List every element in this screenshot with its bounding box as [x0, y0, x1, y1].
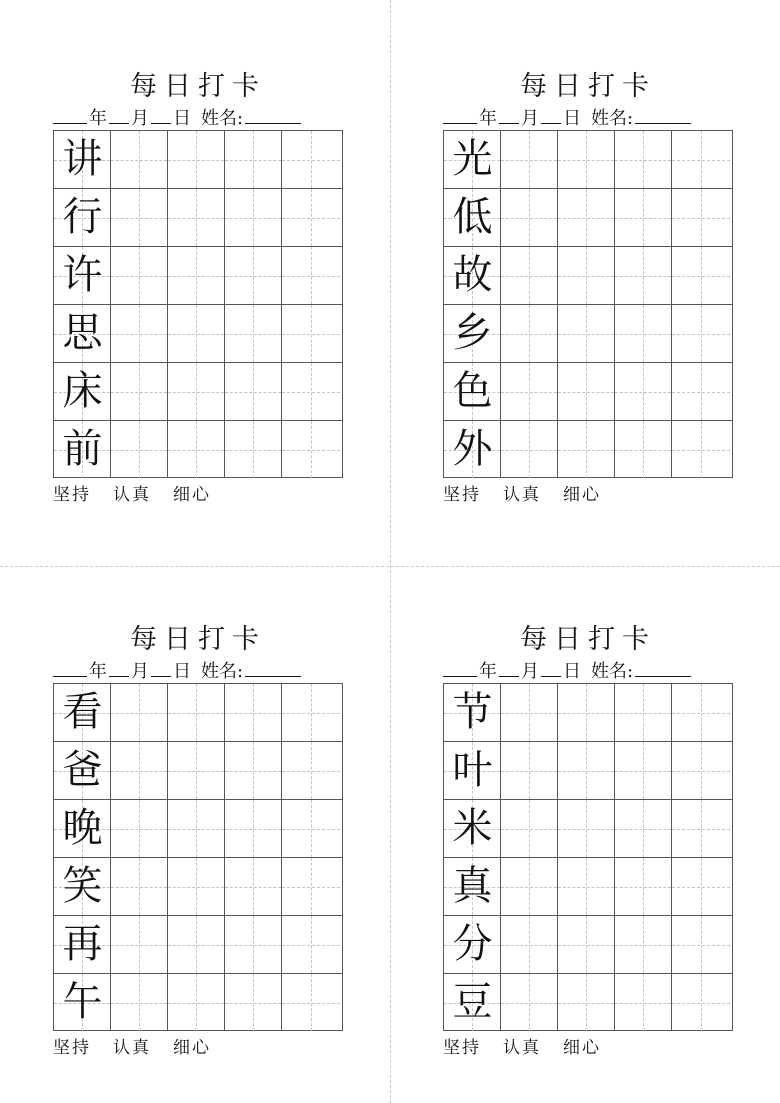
practice-cell[interactable] [225, 974, 282, 1031]
practice-cell[interactable] [558, 305, 615, 362]
model-character-cell [444, 974, 501, 1031]
model-character: 乡 [452, 310, 493, 356]
practice-cell[interactable] [168, 421, 225, 478]
practice-cell[interactable] [111, 421, 168, 478]
motto-word: 坚持 [443, 1038, 481, 1058]
practice-cell[interactable] [111, 131, 168, 188]
practice-cell[interactable] [558, 684, 615, 741]
grid-row [444, 247, 732, 305]
motto-word: 细心 [563, 485, 601, 505]
practice-cell[interactable] [501, 858, 558, 915]
model-character-cell [54, 742, 111, 799]
grid-row [54, 684, 342, 742]
practice-cell[interactable] [111, 916, 168, 973]
practice-cell[interactable] [111, 684, 168, 741]
practice-cell[interactable] [282, 684, 340, 741]
motto-word: 认真 [503, 485, 541, 505]
practice-cell[interactable] [615, 247, 672, 304]
practice-cell[interactable] [111, 189, 168, 246]
motto-footer [53, 1033, 233, 1058]
day-blank[interactable] [541, 659, 561, 677]
practice-cell[interactable] [615, 305, 672, 362]
practice-cell[interactable] [225, 742, 282, 799]
year-blank[interactable] [443, 106, 477, 124]
model-character-cell [54, 305, 111, 362]
year-blank[interactable] [53, 659, 87, 677]
model-character: 外 [452, 426, 493, 472]
month-blank[interactable] [499, 659, 519, 677]
practice-cell[interactable] [501, 421, 558, 478]
practice-cell[interactable] [111, 305, 168, 362]
practice-cell[interactable] [615, 684, 672, 741]
motto-word: 细心 [563, 1038, 601, 1058]
practice-cell[interactable] [225, 189, 282, 246]
model-character-cell [54, 363, 111, 420]
model-character: 许 [62, 252, 103, 298]
practice-cell[interactable] [501, 247, 558, 304]
motto-word: 坚持 [53, 1038, 91, 1058]
model-character-cell [444, 131, 501, 188]
practice-cell[interactable] [615, 421, 672, 478]
practice-cell[interactable] [615, 189, 672, 246]
writing-grid [443, 683, 733, 1031]
grid-row [444, 421, 732, 478]
motto-footer [443, 480, 623, 505]
model-character: 真 [452, 863, 493, 909]
practice-cell[interactable] [672, 800, 730, 857]
month-label: 月 [521, 108, 539, 129]
grid-row [444, 742, 732, 800]
practice-cell[interactable] [282, 974, 340, 1031]
practice-cell[interactable] [558, 189, 615, 246]
practice-cell[interactable] [672, 131, 730, 188]
model-character: 叶 [452, 747, 493, 793]
year-label: 年 [479, 661, 497, 682]
month-label: 月 [131, 661, 149, 682]
writing-grid [53, 683, 343, 1031]
practice-cell[interactable] [672, 363, 730, 420]
model-character: 前 [62, 426, 103, 472]
day-label: 日 [173, 108, 191, 129]
practice-cell[interactable] [558, 363, 615, 420]
model-character: 午 [62, 979, 103, 1025]
model-character-cell [444, 189, 501, 246]
grid-row [54, 363, 342, 421]
practice-cell[interactable] [282, 305, 340, 362]
year-blank[interactable] [443, 659, 477, 677]
day-blank[interactable] [151, 106, 171, 124]
grid-row [54, 247, 342, 305]
practice-cell[interactable] [615, 858, 672, 915]
grid-row [54, 800, 342, 858]
motto-word: 细心 [173, 1038, 211, 1058]
practice-cell[interactable] [501, 684, 558, 741]
practice-cell[interactable] [558, 858, 615, 915]
practice-cell[interactable] [225, 363, 282, 420]
practice-cell[interactable] [111, 247, 168, 304]
practice-cell[interactable] [558, 421, 615, 478]
date-name-line [443, 659, 743, 683]
model-character: 色 [452, 368, 493, 414]
model-character-cell [444, 305, 501, 362]
practice-cell[interactable] [558, 974, 615, 1031]
model-character: 光 [452, 136, 493, 182]
practice-cell[interactable] [111, 974, 168, 1031]
practice-cell[interactable] [168, 131, 225, 188]
practice-cell[interactable] [168, 742, 225, 799]
practice-cell[interactable] [672, 189, 730, 246]
practice-cell[interactable] [168, 247, 225, 304]
card-title: 每日打卡 [520, 624, 656, 655]
day-label: 日 [563, 108, 581, 129]
month-blank[interactable] [499, 106, 519, 124]
practice-cell[interactable] [225, 305, 282, 362]
name-blank[interactable] [245, 659, 301, 677]
practice-cell[interactable] [282, 421, 340, 478]
year-blank[interactable] [53, 106, 87, 124]
model-character-cell [444, 742, 501, 799]
model-character-cell [444, 247, 501, 304]
practice-cell[interactable] [168, 916, 225, 973]
grid-row [444, 974, 732, 1031]
month-label: 月 [521, 661, 539, 682]
practice-cell[interactable] [168, 684, 225, 741]
practice-cell[interactable] [615, 800, 672, 857]
day-blank[interactable] [541, 106, 561, 124]
motto-footer [443, 1033, 623, 1058]
practice-cell[interactable] [168, 363, 225, 420]
practice-cell[interactable] [615, 131, 672, 188]
grid-row [444, 800, 732, 858]
model-character-cell [54, 189, 111, 246]
model-character-cell [444, 684, 501, 741]
grid-row [54, 974, 342, 1031]
practice-cell[interactable] [282, 363, 340, 420]
motto-word: 细心 [173, 485, 211, 505]
month-blank[interactable] [109, 106, 129, 124]
practice-cell[interactable] [672, 742, 730, 799]
motto-word: 坚持 [53, 485, 91, 505]
practice-cell[interactable] [168, 189, 225, 246]
motto-word: 认真 [503, 1038, 541, 1058]
day-label: 日 [173, 661, 191, 682]
grid-row [54, 189, 342, 247]
model-character-cell [444, 858, 501, 915]
model-character-cell [54, 684, 111, 741]
practice-cell[interactable] [672, 305, 730, 362]
grid-row [54, 916, 342, 974]
practice-cell[interactable] [501, 916, 558, 973]
name-label: 姓名: [591, 108, 634, 129]
practice-cell[interactable] [168, 800, 225, 857]
model-character: 晚 [62, 805, 103, 851]
model-character: 笑 [62, 863, 103, 909]
practice-cell[interactable] [501, 305, 558, 362]
practice-cell[interactable] [672, 916, 730, 973]
year-label: 年 [89, 108, 107, 129]
practice-cell[interactable] [225, 131, 282, 188]
grid-row [54, 421, 342, 478]
model-character: 床 [62, 368, 103, 414]
practice-cell[interactable] [558, 742, 615, 799]
card-title: 每日打卡 [130, 624, 266, 655]
model-character: 看 [62, 689, 103, 735]
practice-cell[interactable] [672, 421, 730, 478]
grid-row [444, 363, 732, 421]
date-name-line [53, 659, 353, 683]
year-label: 年 [89, 661, 107, 682]
model-character-cell [444, 421, 501, 478]
model-character: 讲 [62, 136, 103, 182]
practice-cell[interactable] [282, 858, 340, 915]
card-title: 每日打卡 [520, 71, 656, 102]
practice-cell[interactable] [282, 800, 340, 857]
practice-cell[interactable] [225, 858, 282, 915]
practice-cell[interactable] [501, 363, 558, 420]
practice-cell[interactable] [501, 131, 558, 188]
model-character-cell [54, 247, 111, 304]
model-character: 米 [452, 805, 493, 851]
grid-row [54, 858, 342, 916]
name-label: 姓名: [201, 108, 244, 129]
practice-cell[interactable] [501, 742, 558, 799]
model-character-cell [54, 974, 111, 1031]
practice-cell[interactable] [282, 131, 340, 188]
grid-row [54, 742, 342, 800]
horizontal-cut-line [0, 566, 780, 567]
practice-cell[interactable] [225, 916, 282, 973]
model-character-cell [54, 916, 111, 973]
card-title: 每日打卡 [130, 71, 266, 102]
name-blank[interactable] [635, 106, 691, 124]
practice-cell[interactable] [558, 247, 615, 304]
date-name-line [443, 106, 743, 130]
month-blank[interactable] [109, 659, 129, 677]
writing-grid [443, 130, 733, 478]
practice-cell[interactable] [225, 800, 282, 857]
practice-cell[interactable] [501, 974, 558, 1031]
practice-card [443, 623, 733, 1058]
model-character: 爸 [62, 747, 103, 793]
practice-cell[interactable] [111, 742, 168, 799]
practice-cell[interactable] [501, 189, 558, 246]
writing-grid [53, 130, 343, 478]
model-character: 行 [62, 194, 103, 240]
practice-cell[interactable] [282, 189, 340, 246]
name-blank[interactable] [635, 659, 691, 677]
practice-cell[interactable] [672, 684, 730, 741]
practice-cell[interactable] [558, 916, 615, 973]
grid-row [54, 131, 342, 189]
motto-footer [53, 480, 233, 505]
model-character-cell [54, 858, 111, 915]
name-label: 姓名: [201, 661, 244, 682]
practice-cell[interactable] [558, 800, 615, 857]
grid-row [54, 305, 342, 363]
practice-cell[interactable] [672, 858, 730, 915]
grid-row [444, 131, 732, 189]
model-character: 再 [62, 921, 103, 967]
motto-word: 认真 [113, 485, 151, 505]
model-character: 低 [452, 194, 493, 240]
practice-cell[interactable] [168, 974, 225, 1031]
model-character-cell [444, 800, 501, 857]
model-character-cell [54, 800, 111, 857]
practice-cell[interactable] [168, 305, 225, 362]
practice-cell[interactable] [111, 800, 168, 857]
practice-card [53, 623, 343, 1058]
day-blank[interactable] [151, 659, 171, 677]
practice-cell[interactable] [282, 742, 340, 799]
year-label: 年 [479, 108, 497, 129]
name-label: 姓名: [591, 661, 634, 682]
practice-cell[interactable] [111, 858, 168, 915]
practice-cell[interactable] [111, 363, 168, 420]
day-label: 日 [563, 661, 581, 682]
grid-row [444, 305, 732, 363]
model-character: 思 [62, 310, 103, 356]
model-character: 故 [452, 252, 493, 298]
practice-cell[interactable] [672, 974, 730, 1031]
practice-cell[interactable] [615, 742, 672, 799]
practice-cell[interactable] [501, 800, 558, 857]
practice-cell[interactable] [558, 131, 615, 188]
grid-row [444, 189, 732, 247]
practice-cell[interactable] [225, 684, 282, 741]
motto-word: 认真 [113, 1038, 151, 1058]
practice-card [443, 70, 733, 505]
grid-row [444, 684, 732, 742]
date-name-line [53, 106, 353, 130]
motto-word: 坚持 [443, 485, 481, 505]
practice-cell[interactable] [282, 247, 340, 304]
grid-row [444, 916, 732, 974]
model-character-cell [54, 421, 111, 478]
practice-cell[interactable] [225, 421, 282, 478]
model-character-cell [444, 363, 501, 420]
model-character-cell [54, 131, 111, 188]
model-character: 豆 [452, 979, 493, 1025]
model-character-cell [444, 916, 501, 973]
practice-cell[interactable] [615, 916, 672, 973]
practice-cell[interactable] [225, 247, 282, 304]
name-blank[interactable] [245, 106, 301, 124]
practice-cell[interactable] [282, 916, 340, 973]
vertical-cut-line [390, 0, 391, 1103]
model-character: 分 [452, 921, 493, 967]
model-character: 节 [452, 689, 493, 735]
practice-card [53, 70, 343, 505]
practice-cell[interactable] [168, 858, 225, 915]
practice-cell[interactable] [672, 247, 730, 304]
practice-cell[interactable] [615, 974, 672, 1031]
month-label: 月 [131, 108, 149, 129]
practice-cell[interactable] [615, 363, 672, 420]
grid-row [444, 858, 732, 916]
